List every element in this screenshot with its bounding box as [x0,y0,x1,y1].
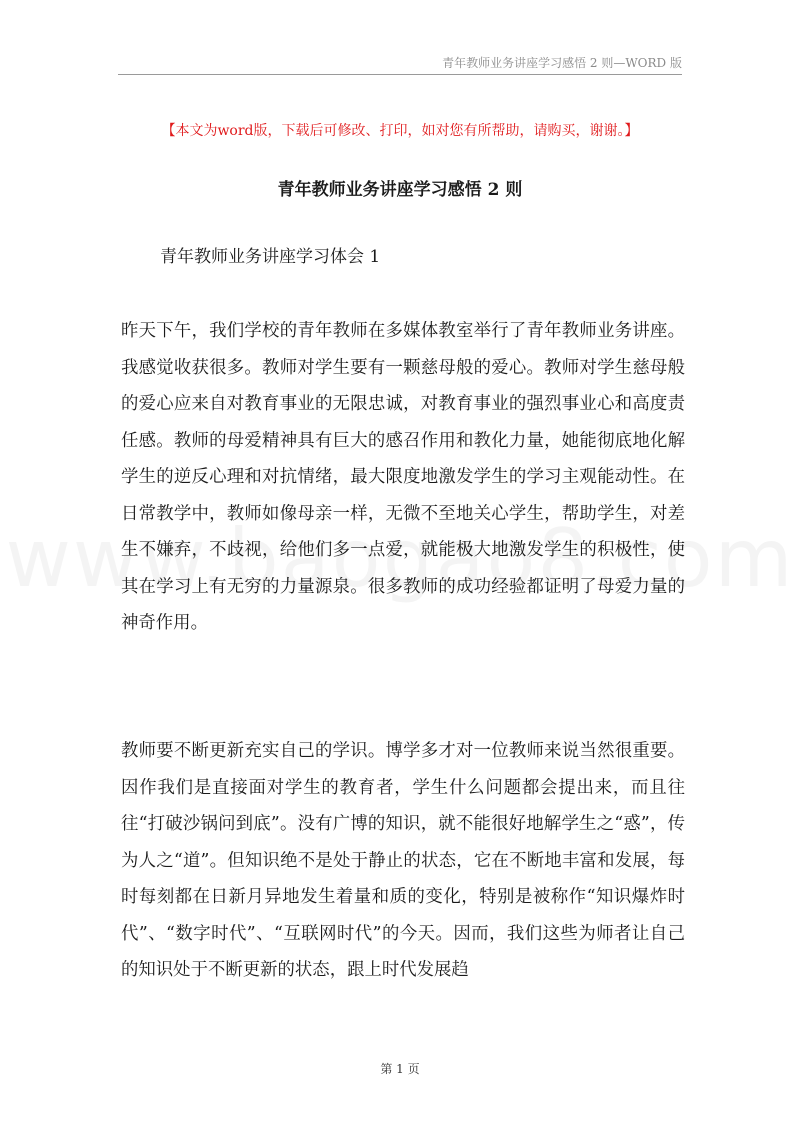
section-subtitle: 青年教师业务讲座学习体会 1 [160,247,381,267]
purchase-notice: 【本文为word版，下载后可修改、打印，如对您有所帮助，请购买，谢谢。】 [161,123,639,139]
page-number: 第 1 页 [380,1062,420,1076]
header-divider [118,74,682,75]
document-title: 青年教师业务讲座学习感悟 2 则 [277,180,523,200]
body-paragraph-1: 昨天下午，我们学校的青年教师在多媒体教室举行了青年教师业务讲座。我感觉收获很多。教师对学生要有一颗慈母般的爱心。教师对学生慈母般的爱心应来自对教育事业的无限忠诚，对教育事业的强烈事业心和高度责任感。教师的母爱精神具有巨大的感召作用和教化力量，她能彻底地化解学生的逆反心理和对抗情绪，最大限度地激发学生的学习主观能动性。在日常教学中，教师如像母亲一样，无微不至地关心学生，帮助学生，对差生不嫌弃，不歧视，给他们多一点爱，就能极大地激发学生的积极性，使其在学习上有无穷的力量源泉。很多教师的成功经验都证明了母爱力量的神奇作用。 [121,321,685,633]
running-header: 青年教师业务讲座学习感悟 2 则—WORD 版 [442,56,682,70]
body-paragraph-2: 教师要不断更新充实自己的学识。博学多才对一位教师来说当然很重要。因作我们是直接面对学生的教育者，学生什么问题都会提出来，而且往往“打破沙锅问到底”。没有广博的知识，就不能很好地解学生之“惑”，传为人之“道”。但知识绝不是处于静止的状态，它在不断地丰富和发展，每时每刻都在日新月异地发生着量和质的变化，特别是被称作“知识爆炸时代”、“数字时代”、“互联网时代”的今天。因而，我们这些为师者让自己的知识处于不断更新的状态，跟上时代发展趋 [121,741,685,980]
